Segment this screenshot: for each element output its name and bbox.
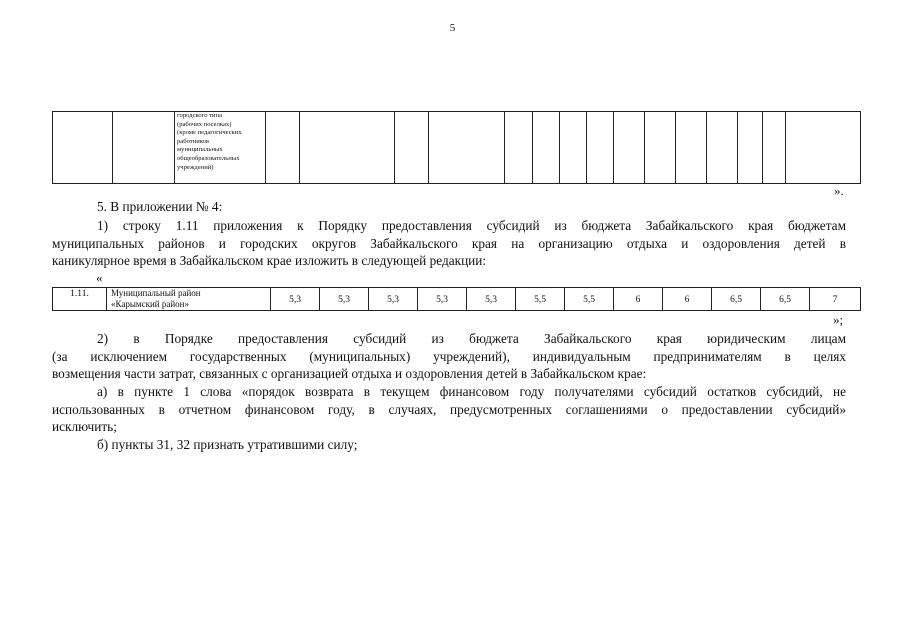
- value-cell: 6: [614, 288, 663, 311]
- table-cell: [300, 112, 395, 184]
- value-cell: 5,5: [565, 288, 614, 311]
- table-cell: [429, 112, 505, 184]
- value-cell: 7: [810, 288, 861, 311]
- district-name-cell: [107, 288, 271, 311]
- table-cell: [587, 112, 614, 184]
- page-number: 5: [449, 22, 456, 34]
- table-cell: [533, 112, 560, 184]
- paragraph-a-line: использованных в отчетном финансовом году, в случаях, предусмотренных соглашениями о предоставлении субсидий»: [52, 402, 846, 417]
- table-cell: [738, 112, 763, 184]
- district-name-line: Муниципальный район: [111, 288, 201, 298]
- paragraph-1-line: муниципальных районов и городских округов Забайкальского края на организацию отдыха и оздоровления детей в: [52, 236, 846, 251]
- subsidy-row-table: [52, 287, 861, 311]
- category-description-cell: городского типа (рабочих поселках) (кроме педагогических работников муниципальных общеобразовательных учреждений): [175, 112, 266, 184]
- value-cell: 5,3: [271, 288, 320, 311]
- value-cell: 5,5: [516, 288, 565, 311]
- table-cell: [266, 112, 300, 184]
- value-cell: 5,3: [418, 288, 467, 311]
- paragraph-a-line: а) в пункте 1 слова «порядок возврата в текущем финансовом году получателями субсидий остатков субсидий, не: [97, 384, 846, 399]
- value-cell: 5,3: [467, 288, 516, 311]
- closing-quote: ».: [834, 183, 844, 198]
- table-cell: [786, 112, 861, 184]
- paragraph-5: 5. В приложении № 4:: [97, 199, 223, 214]
- table-cell: [707, 112, 738, 184]
- paragraph-1-line: 1) строку 1.11 приложения к Порядку предоставления субсидий из бюджета Забайкальского края бюджетам: [97, 218, 846, 233]
- table-cell: [645, 112, 676, 184]
- paragraph-a-line: исключить;: [52, 419, 117, 434]
- table-cell: [113, 112, 175, 184]
- table-cell: [53, 112, 113, 184]
- value-cell: 6,5: [712, 288, 761, 311]
- table-cell: [395, 112, 429, 184]
- paragraph-b: б) пункты 31, 32 признать утратившими силу;: [97, 437, 358, 452]
- continuation-table: [52, 111, 861, 184]
- closing-quote: »;: [833, 312, 844, 327]
- paragraph-2-line: возмещения части затрат, связанных с организацией отдыха и оздоровления детей в Забайкальском крае:: [52, 366, 647, 381]
- table-cell: [763, 112, 786, 184]
- opening-quote: «: [96, 270, 103, 285]
- table-cell: [676, 112, 707, 184]
- table-row: [53, 288, 861, 311]
- table-cell: [505, 112, 533, 184]
- value-cell: 5,3: [320, 288, 369, 311]
- paragraph-2-line: 2) в Порядке предоставления субсидий из бюджета Забайкальского края юридическим лицам: [97, 331, 846, 346]
- value-cell: 6,5: [761, 288, 810, 311]
- row-number-cell: 1.11.: [53, 288, 107, 311]
- value-cell: 6: [663, 288, 712, 311]
- paragraph-2-line: (за исключением государственных (муниципальных) учреждений), индивидуальным предпринимателям в целях: [52, 349, 846, 364]
- value-cell: 5,3: [369, 288, 418, 311]
- district-name-line: «Карымский район»: [111, 299, 189, 309]
- table-cell: [560, 112, 587, 184]
- table-cell: [614, 112, 645, 184]
- table-row: [53, 112, 861, 184]
- paragraph-1-line: каникулярное время в Забайкальском крае изложить в следующей редакции:: [52, 253, 487, 268]
